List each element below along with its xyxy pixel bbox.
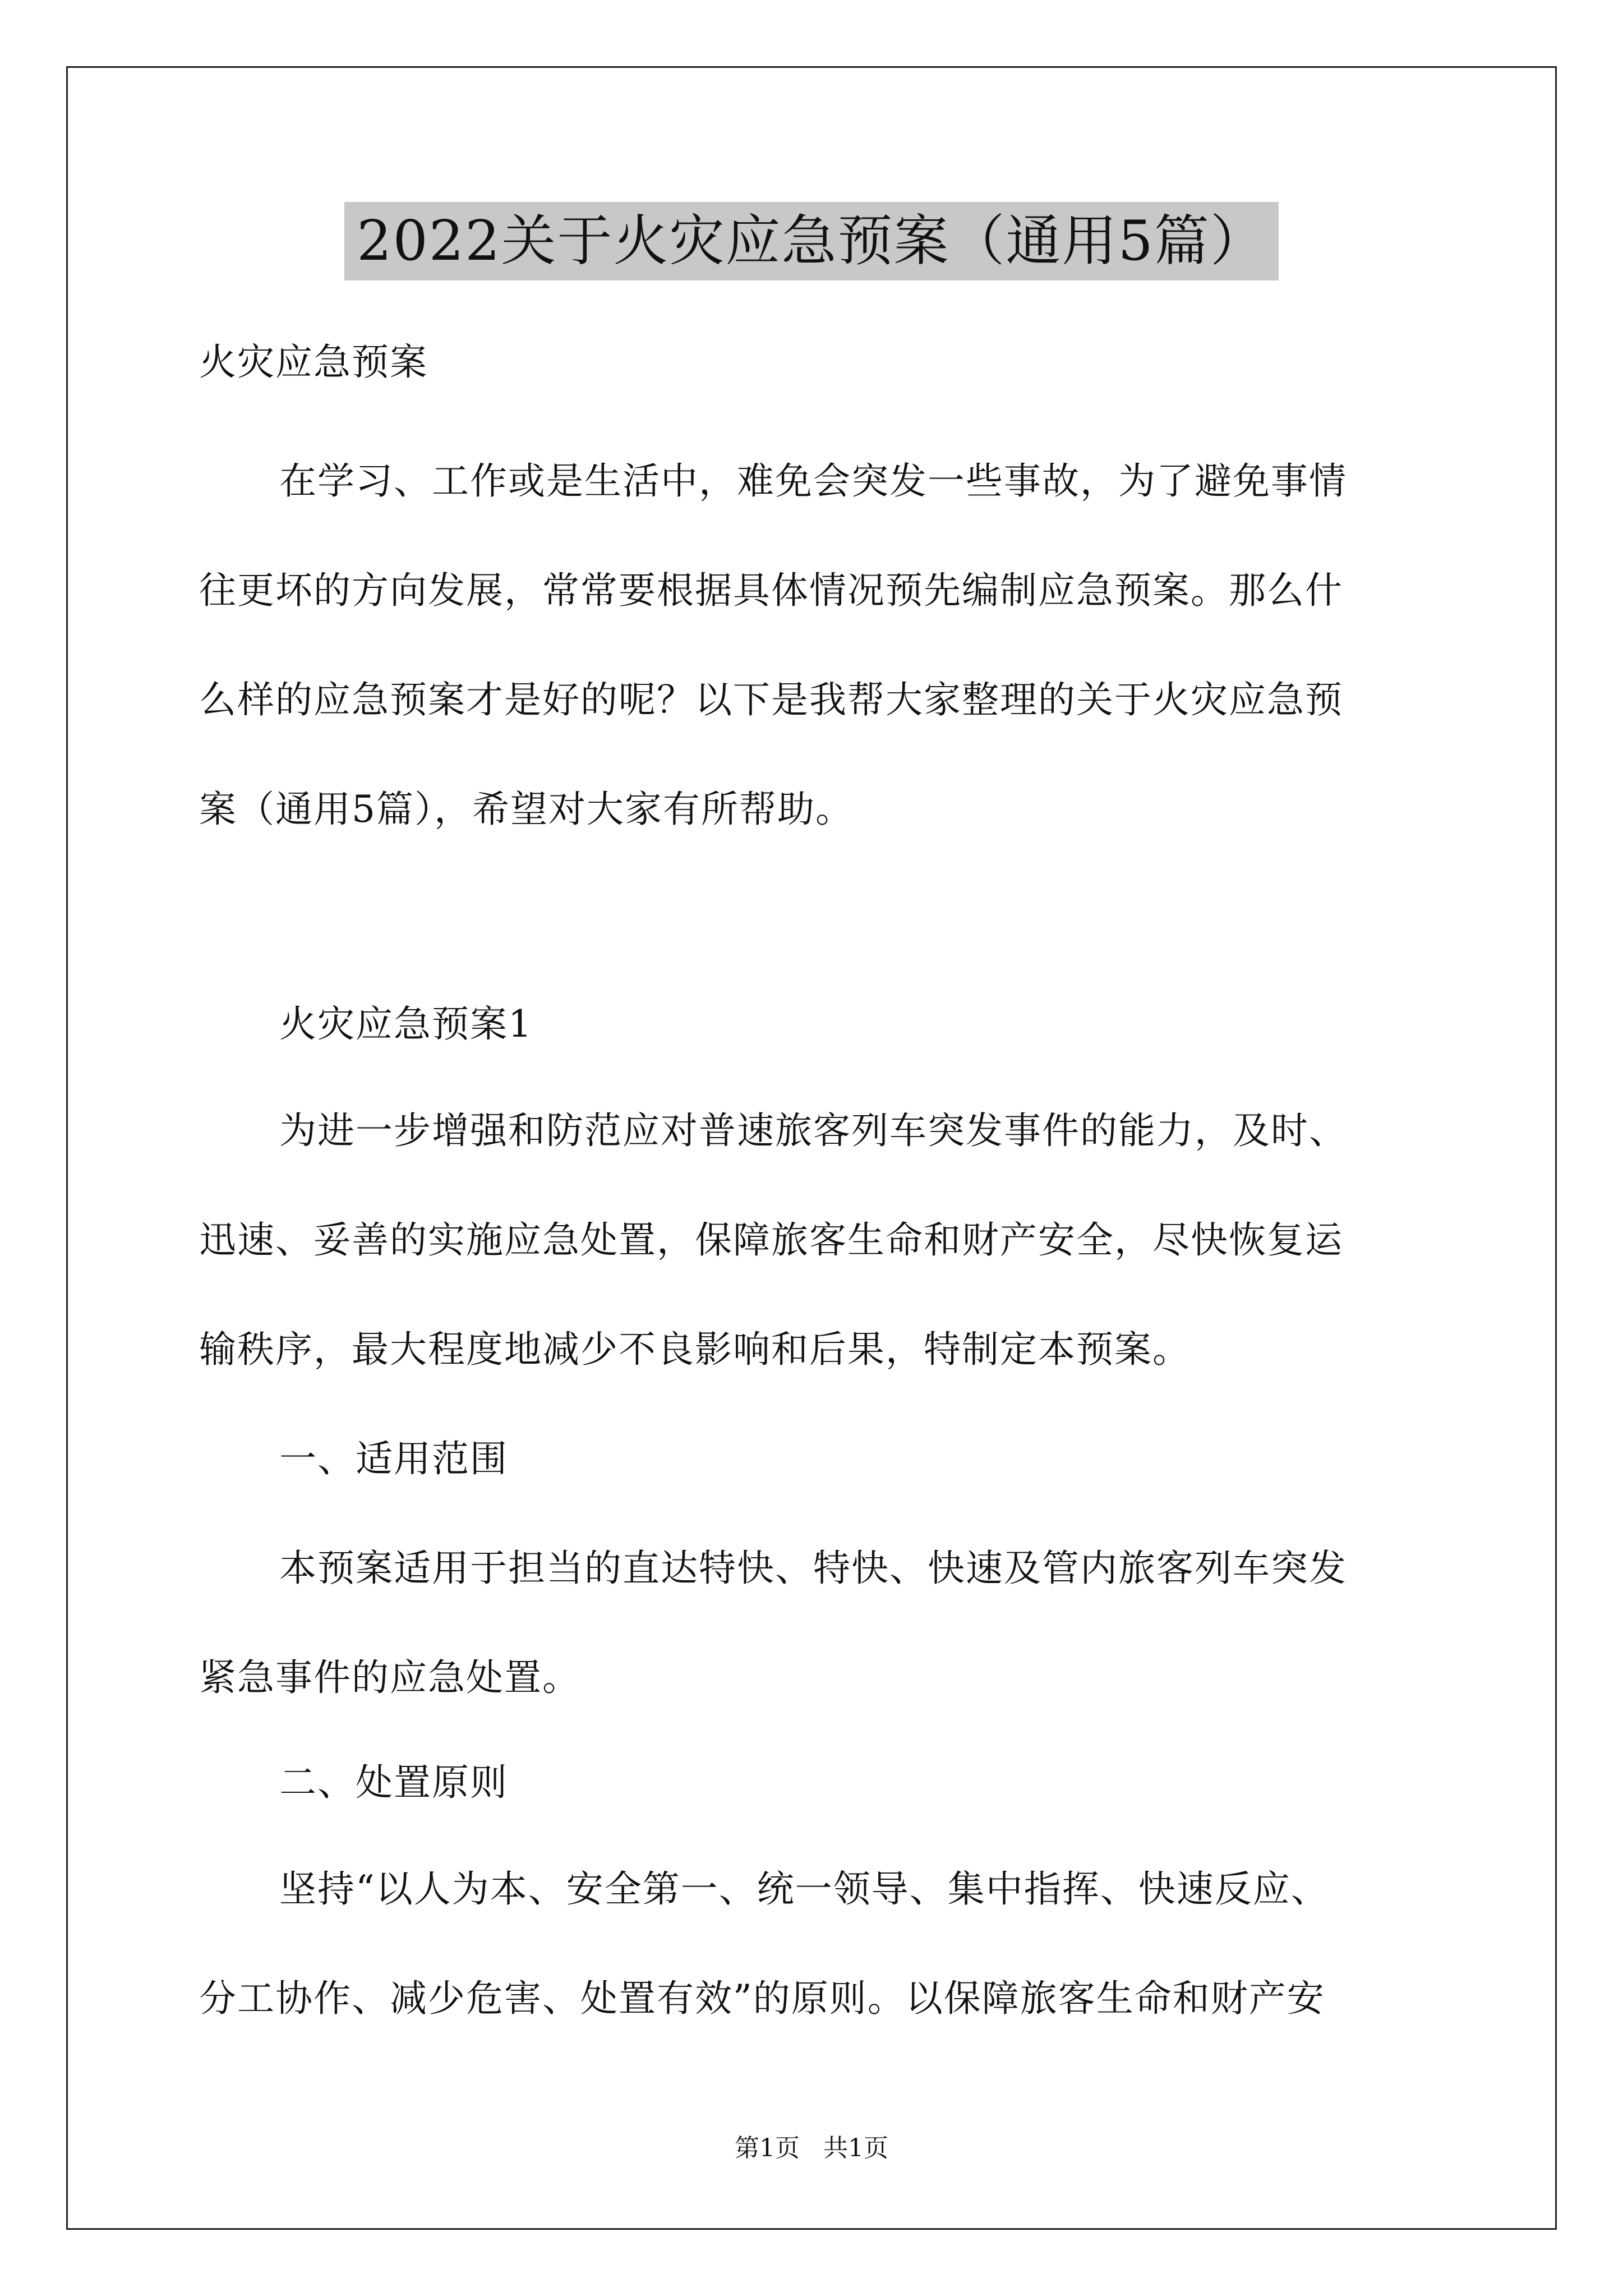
- paragraph-line: 输秩序，最大程度地减少不良影响和后果，特制定本预案。: [199, 1328, 1191, 1371]
- page-total: 共1页: [823, 2134, 888, 2162]
- document-title: 2022关于火灾应急预案（通用5篇）: [344, 202, 1279, 280]
- paragraph-line: 迅速、妥善的实施应急处置，保障旅客生命和财产安全，尽快恢复运: [199, 1218, 1343, 1262]
- section-heading: 火灾应急预案: [199, 341, 428, 384]
- subsection-heading: 火灾应急预案1: [279, 1002, 533, 1046]
- title-container: [0, 202, 1623, 280]
- subsection-heading: 二、处置原则: [279, 1761, 508, 1804]
- page-footer: [0, 2132, 1623, 2165]
- paragraph-line: 为进一步增强和防范应对普速旅客列车突发事件的能力，及时、: [279, 1109, 1347, 1152]
- paragraph-line: 分工协作、减少危害、处置有效”的原则。以保障旅客生命和财产安: [199, 1977, 1325, 2020]
- paragraph-line: 紧急事件的应急处置。: [199, 1656, 580, 1699]
- page-number: 第1页: [735, 2134, 800, 2162]
- paragraph-line: 坚持“以人为本、安全第一、统一领导、集中指挥、快速反应、: [279, 1867, 1329, 1911]
- paragraph-line: 么样的应急预案才是好的呢？以下是我帮大家整理的关于火灾应急预: [199, 678, 1343, 721]
- paragraph-line: 案（通用5篇），希望对大家有所帮助。: [199, 788, 854, 831]
- paragraph-line: 往更坏的方向发展，常常要根据具体情况预先编制应急预案。那么什: [199, 569, 1343, 612]
- subsection-heading: 一、适用范围: [279, 1437, 508, 1480]
- paragraph-line: 本预案适用于担当的直达特快、特快、快速及管内旅客列车突发: [279, 1547, 1347, 1590]
- paragraph-line: 在学习、工作或是生活中，难免会突发一些事故，为了避免事情: [279, 459, 1347, 503]
